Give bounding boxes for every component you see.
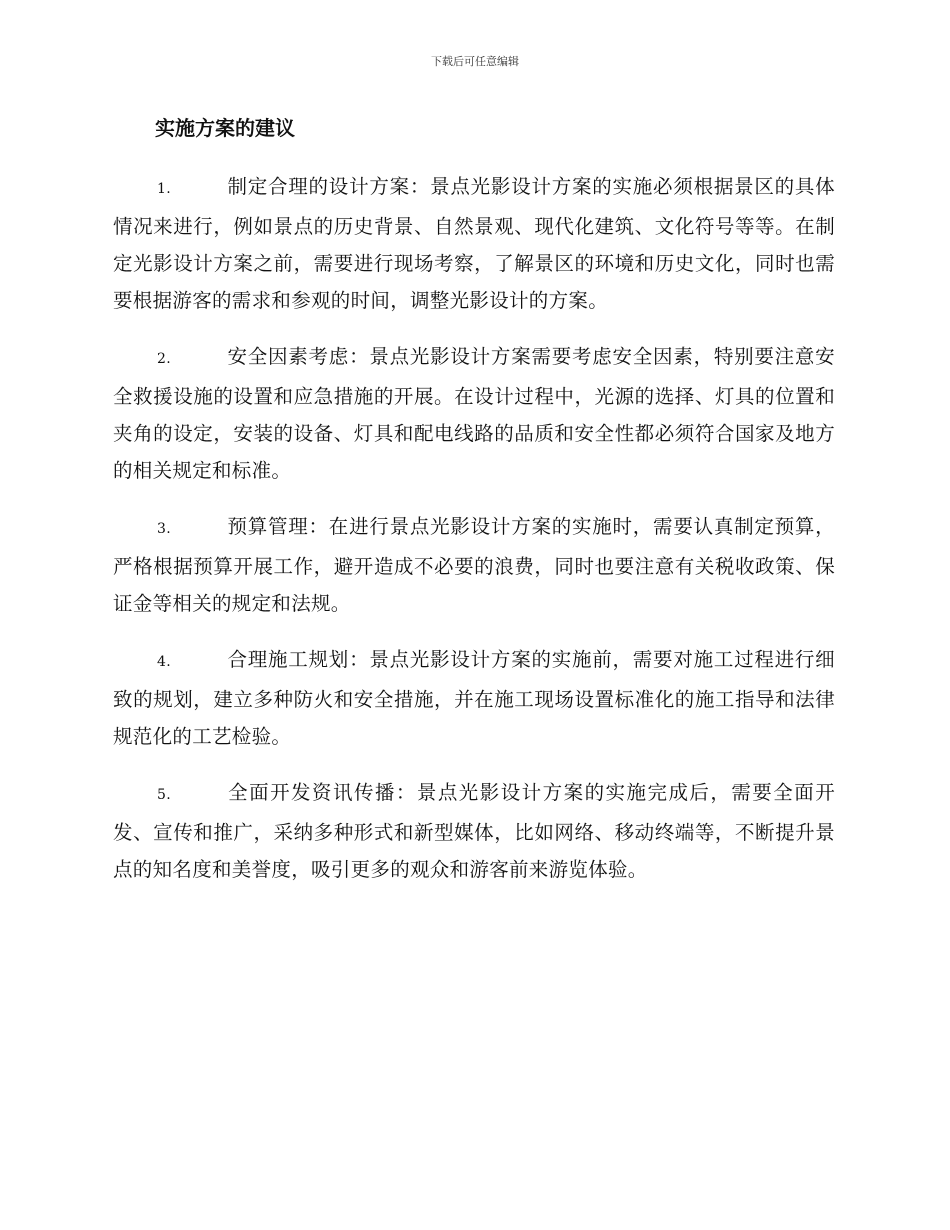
list-item-number: 4.	[157, 654, 171, 670]
document-title: 实施方案的建议	[155, 116, 295, 140]
list-item	[113, 168, 835, 319]
list-item-number: 3.	[157, 521, 171, 537]
list-item-number: 5.	[157, 787, 171, 803]
list-item	[113, 338, 835, 489]
list-item-text: 预算管理：在进行景点光影设计方案的实施时，需要认真制定预算，严格根据预算开展工作，避开造成不必要的浪费，同时也要注意有关税收政策、保证金等相关的规定和法规。	[113, 515, 835, 615]
list-item-text: 制定合理的设计方案：景点光影设计方案的实施必须根据景区的具体情况来进行，例如景点的历史背景、自然景观、现代化建筑、文化符号等等。在制定光影设计方案之前，需要进行现场考察，了解景区的环境和历史文化，同时也需要根据游客的需求和参观的时间，调整光影设计的方案。	[113, 175, 835, 312]
document-body	[113, 112, 835, 907]
list-item	[113, 641, 835, 755]
list-item	[113, 508, 835, 622]
list-item	[113, 774, 835, 888]
list-item-number: 1.	[157, 181, 171, 197]
list-item-number: 2.	[157, 351, 171, 367]
page-header-note: 下载后可任意编辑	[431, 55, 519, 68]
list-item-text: 合理施工规划：景点光影设计方案的实施前，需要对施工过程进行细致的规划，建立多种防火和安全措施，并在施工现场设置标准化的施工指导和法律规范化的工艺检验。	[113, 648, 835, 748]
list-item-text: 安全因素考虑：景点光影设计方案需要考虑安全因素，特别要注意安全救援设施的设置和应急措施的开展。在设计过程中，光源的选择、灯具的位置和夹角的设定，安装的设备、灯具和配电线路的品质和安全性都必须符合国家及地方的相关规定和标准。	[113, 345, 835, 482]
list-item-text: 全面开发资讯传播：景点光影设计方案的实施完成后，需要全面开发、宣传和推广，采纳多种形式和新型媒体，比如网络、移动终端等，不断提升景点的知名度和美誉度，吸引更多的观众和游客前来游览体验。	[113, 781, 835, 881]
